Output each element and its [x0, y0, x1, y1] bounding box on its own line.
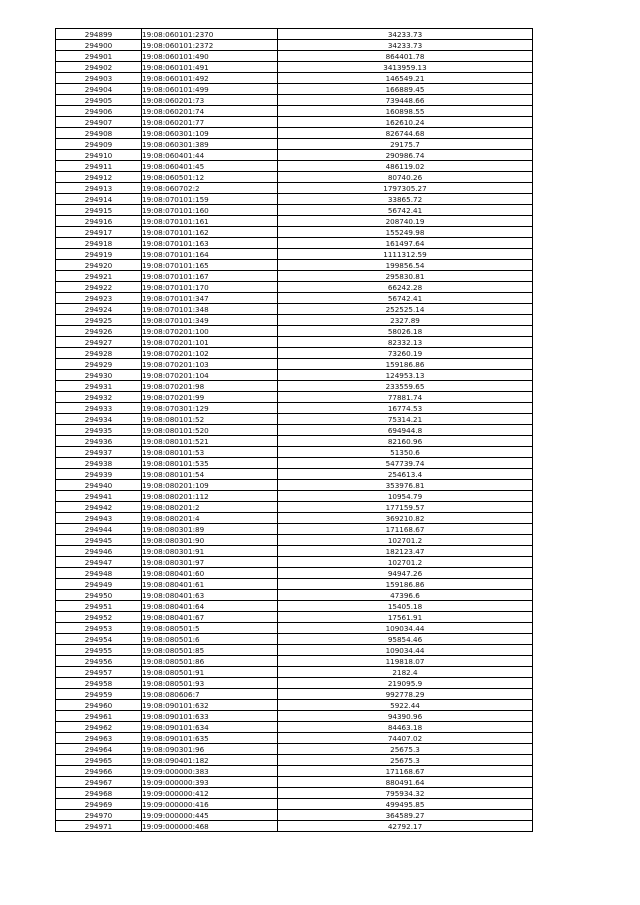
table-row	[56, 95, 533, 106]
cadastral-number-cell: 19:08:080101:535	[142, 458, 278, 469]
cadastral-number-cell: 19:08:080401:64	[142, 601, 278, 612]
row-number-cell: 294958	[56, 678, 142, 689]
value-cell: 159186.86	[278, 579, 533, 590]
row-number-cell: 294954	[56, 634, 142, 645]
data-table	[55, 28, 533, 832]
cadastral-number-cell: 19:08:060101:499	[142, 84, 278, 95]
row-number-cell: 294900	[56, 40, 142, 51]
row-number-cell: 294903	[56, 73, 142, 84]
row-number-cell: 294963	[56, 733, 142, 744]
table-row	[56, 337, 533, 348]
cadastral-number-cell: 19:09:000000:383	[142, 766, 278, 777]
row-number-cell: 294923	[56, 293, 142, 304]
row-number-cell: 294904	[56, 84, 142, 95]
row-number-cell: 294906	[56, 106, 142, 117]
cadastral-number-cell: 19:08:070101:163	[142, 238, 278, 249]
value-cell: 992778.29	[278, 689, 533, 700]
row-number-cell: 294965	[56, 755, 142, 766]
table-row	[56, 260, 533, 271]
table-row	[56, 447, 533, 458]
value-cell: 3413959.13	[278, 62, 533, 73]
row-number-cell: 294953	[56, 623, 142, 634]
table-row	[56, 755, 533, 766]
value-cell: 199856.54	[278, 260, 533, 271]
cadastral-number-cell: 19:08:070101:349	[142, 315, 278, 326]
value-cell: 102701.2	[278, 535, 533, 546]
table-row	[56, 194, 533, 205]
table-row	[56, 403, 533, 414]
table-row	[56, 612, 533, 623]
value-cell: 162610.24	[278, 117, 533, 128]
row-number-cell: 294921	[56, 271, 142, 282]
cadastral-number-cell: 19:08:070101:161	[142, 216, 278, 227]
table-row	[56, 139, 533, 150]
value-cell: 219095.9	[278, 678, 533, 689]
row-number-cell: 294918	[56, 238, 142, 249]
table-row	[56, 722, 533, 733]
row-number-cell: 294943	[56, 513, 142, 524]
cadastral-number-cell: 19:08:060301:389	[142, 139, 278, 150]
row-number-cell: 294947	[56, 557, 142, 568]
cadastral-number-cell: 19:08:080101:520	[142, 425, 278, 436]
cadastral-number-cell: 19:08:060101:490	[142, 51, 278, 62]
row-number-cell: 294917	[56, 227, 142, 238]
cadastral-number-cell: 19:08:060501:12	[142, 172, 278, 183]
value-cell: 119818.07	[278, 656, 533, 667]
table-row	[56, 656, 533, 667]
cadastral-number-cell: 19:08:090301:96	[142, 744, 278, 755]
table-row	[56, 29, 533, 40]
cadastral-number-cell: 19:08:080501:5	[142, 623, 278, 634]
cadastral-number-cell: 19:08:080201:4	[142, 513, 278, 524]
row-number-cell: 294970	[56, 810, 142, 821]
cadastral-number-cell: 19:09:000000:468	[142, 821, 278, 832]
value-cell: 161497.64	[278, 238, 533, 249]
value-cell: 2327.89	[278, 315, 533, 326]
cadastral-number-cell: 19:08:070201:98	[142, 381, 278, 392]
row-number-cell: 294952	[56, 612, 142, 623]
value-cell: 77881.74	[278, 392, 533, 403]
row-number-cell: 294939	[56, 469, 142, 480]
cadastral-number-cell: 19:08:070101:160	[142, 205, 278, 216]
row-number-cell: 294909	[56, 139, 142, 150]
row-number-cell: 294959	[56, 689, 142, 700]
cadastral-number-cell: 19:08:070201:104	[142, 370, 278, 381]
cadastral-number-cell: 19:08:060401:44	[142, 150, 278, 161]
cadastral-number-cell: 19:08:080101:53	[142, 447, 278, 458]
cadastral-number-cell: 19:08:080301:90	[142, 535, 278, 546]
value-cell: 34233.73	[278, 40, 533, 51]
table-row	[56, 183, 533, 194]
cadastral-number-cell: 19:08:080301:91	[142, 546, 278, 557]
value-cell: 364589.27	[278, 810, 533, 821]
table-row	[56, 634, 533, 645]
value-cell: 233559.65	[278, 381, 533, 392]
table-row	[56, 205, 533, 216]
cadastral-number-cell: 19:08:070201:102	[142, 348, 278, 359]
cadastral-number-cell: 19:08:080401:63	[142, 590, 278, 601]
value-cell: 1797305.27	[278, 183, 533, 194]
table-row	[56, 271, 533, 282]
cadastral-number-cell: 19:08:060401:45	[142, 161, 278, 172]
table-row	[56, 414, 533, 425]
value-cell: 171168.67	[278, 766, 533, 777]
row-number-cell: 294920	[56, 260, 142, 271]
value-cell: 33865.72	[278, 194, 533, 205]
value-cell: 17561.91	[278, 612, 533, 623]
row-number-cell: 294969	[56, 799, 142, 810]
value-cell: 34233.73	[278, 29, 533, 40]
cadastral-number-cell: 19:08:080501:86	[142, 656, 278, 667]
table-row	[56, 392, 533, 403]
row-number-cell: 294928	[56, 348, 142, 359]
table-row	[56, 590, 533, 601]
row-number-cell: 294960	[56, 700, 142, 711]
row-number-cell: 294949	[56, 579, 142, 590]
value-cell: 56742.41	[278, 293, 533, 304]
row-number-cell: 294935	[56, 425, 142, 436]
table-row	[56, 469, 533, 480]
value-cell: 29175.7	[278, 139, 533, 150]
cadastral-number-cell: 19:08:080606:7	[142, 689, 278, 700]
row-number-cell: 294902	[56, 62, 142, 73]
row-number-cell: 294916	[56, 216, 142, 227]
row-number-cell: 294936	[56, 436, 142, 447]
value-cell: 155249.98	[278, 227, 533, 238]
value-cell: 208740.19	[278, 216, 533, 227]
cadastral-number-cell: 19:08:070201:99	[142, 392, 278, 403]
cadastral-number-cell: 19:08:090101:632	[142, 700, 278, 711]
row-number-cell: 294962	[56, 722, 142, 733]
value-cell: 547739.74	[278, 458, 533, 469]
row-number-cell: 294948	[56, 568, 142, 579]
value-cell: 58026.18	[278, 326, 533, 337]
cadastral-number-cell: 19:08:060201:73	[142, 95, 278, 106]
table-row	[56, 436, 533, 447]
value-cell: 109034.44	[278, 623, 533, 634]
cadastral-number-cell: 19:08:060101:492	[142, 73, 278, 84]
row-number-cell: 294925	[56, 315, 142, 326]
cadastral-number-cell: 19:08:080101:52	[142, 414, 278, 425]
table-row	[56, 689, 533, 700]
cadastral-number-cell: 19:08:080401:61	[142, 579, 278, 590]
cadastral-number-cell: 19:08:080501:93	[142, 678, 278, 689]
value-cell: 499495.85	[278, 799, 533, 810]
cadastral-number-cell: 19:08:060101:2370	[142, 29, 278, 40]
table-row	[56, 810, 533, 821]
cadastral-number-cell: 19:08:070101:162	[142, 227, 278, 238]
value-cell: 25675.3	[278, 755, 533, 766]
row-number-cell: 294919	[56, 249, 142, 260]
cadastral-number-cell: 19:08:080301:89	[142, 524, 278, 535]
table-row	[56, 359, 533, 370]
row-number-cell: 294971	[56, 821, 142, 832]
table-row	[56, 788, 533, 799]
table-row	[56, 502, 533, 513]
data-table-body	[56, 29, 533, 832]
cadastral-number-cell: 19:09:000000:416	[142, 799, 278, 810]
row-number-cell: 294913	[56, 183, 142, 194]
table-row	[56, 216, 533, 227]
table-row	[56, 238, 533, 249]
table-row	[56, 821, 533, 832]
table-row	[56, 84, 533, 95]
table-row	[56, 799, 533, 810]
cadastral-number-cell: 19:08:090101:634	[142, 722, 278, 733]
value-cell: 95854.46	[278, 634, 533, 645]
row-number-cell: 294964	[56, 744, 142, 755]
value-cell: 10954.79	[278, 491, 533, 502]
value-cell: 369210.82	[278, 513, 533, 524]
value-cell: 94947.26	[278, 568, 533, 579]
value-cell: 880491.64	[278, 777, 533, 788]
value-cell: 864401.78	[278, 51, 533, 62]
cadastral-number-cell: 19:08:080201:112	[142, 491, 278, 502]
row-number-cell: 294901	[56, 51, 142, 62]
table-row	[56, 700, 533, 711]
value-cell: 73260.19	[278, 348, 533, 359]
table-row	[56, 579, 533, 590]
cadastral-number-cell: 19:08:070201:100	[142, 326, 278, 337]
cadastral-number-cell: 19:08:080101:54	[142, 469, 278, 480]
row-number-cell: 294938	[56, 458, 142, 469]
value-cell: 15405.18	[278, 601, 533, 612]
cadastral-number-cell: 19:08:080401:60	[142, 568, 278, 579]
table-row	[56, 777, 533, 788]
cadastral-number-cell: 19:08:070101:347	[142, 293, 278, 304]
row-number-cell: 294941	[56, 491, 142, 502]
row-number-cell: 294966	[56, 766, 142, 777]
row-number-cell: 294967	[56, 777, 142, 788]
value-cell: 66242.28	[278, 282, 533, 293]
row-number-cell: 294944	[56, 524, 142, 535]
table-row	[56, 623, 533, 634]
value-cell: 109034.44	[278, 645, 533, 656]
table-row	[56, 370, 533, 381]
row-number-cell: 294945	[56, 535, 142, 546]
cadastral-number-cell: 19:08:060101:491	[142, 62, 278, 73]
cadastral-number-cell: 19:09:000000:412	[142, 788, 278, 799]
row-number-cell: 294942	[56, 502, 142, 513]
row-number-cell: 294932	[56, 392, 142, 403]
value-cell: 252525.14	[278, 304, 533, 315]
row-number-cell: 294956	[56, 656, 142, 667]
table-row	[56, 766, 533, 777]
table-row	[56, 480, 533, 491]
cadastral-number-cell: 19:08:090401:182	[142, 755, 278, 766]
table-row	[56, 667, 533, 678]
table-row	[56, 117, 533, 128]
cadastral-number-cell: 19:09:000000:445	[142, 810, 278, 821]
value-cell: 171168.67	[278, 524, 533, 535]
cadastral-number-cell: 19:08:070301:129	[142, 403, 278, 414]
row-number-cell: 294951	[56, 601, 142, 612]
value-cell: 94390.96	[278, 711, 533, 722]
cadastral-number-cell: 19:08:070201:101	[142, 337, 278, 348]
value-cell: 42792.17	[278, 821, 533, 832]
row-number-cell: 294911	[56, 161, 142, 172]
value-cell: 5922.44	[278, 700, 533, 711]
value-cell: 486119.02	[278, 161, 533, 172]
row-number-cell: 294908	[56, 128, 142, 139]
cadastral-number-cell: 19:08:060201:74	[142, 106, 278, 117]
value-cell: 47396.6	[278, 590, 533, 601]
value-cell: 159186.86	[278, 359, 533, 370]
table-row	[56, 678, 533, 689]
row-number-cell: 294930	[56, 370, 142, 381]
row-number-cell: 294961	[56, 711, 142, 722]
table-row	[56, 458, 533, 469]
value-cell: 826744.68	[278, 128, 533, 139]
row-number-cell: 294899	[56, 29, 142, 40]
table-row	[56, 62, 533, 73]
table-row	[56, 73, 533, 84]
value-cell: 16774.53	[278, 403, 533, 414]
row-number-cell: 294924	[56, 304, 142, 315]
table-row	[56, 161, 533, 172]
table-row	[56, 491, 533, 502]
cadastral-number-cell: 19:08:080301:97	[142, 557, 278, 568]
cadastral-number-cell: 19:08:080401:67	[142, 612, 278, 623]
value-cell: 254613.4	[278, 469, 533, 480]
cadastral-number-cell: 19:08:090101:633	[142, 711, 278, 722]
value-cell: 56742.41	[278, 205, 533, 216]
cadastral-number-cell: 19:08:060702:2	[142, 183, 278, 194]
table-row	[56, 348, 533, 359]
table-row	[56, 645, 533, 656]
table-row	[56, 106, 533, 117]
value-cell: 74407.02	[278, 733, 533, 744]
cadastral-number-cell: 19:09:000000:393	[142, 777, 278, 788]
table-row	[56, 744, 533, 755]
value-cell: 84463.18	[278, 722, 533, 733]
table-row	[56, 546, 533, 557]
table-row	[56, 733, 533, 744]
value-cell: 795934.32	[278, 788, 533, 799]
table-row	[56, 40, 533, 51]
row-number-cell: 294940	[56, 480, 142, 491]
cadastral-number-cell: 19:08:070101:170	[142, 282, 278, 293]
table-row	[56, 227, 533, 238]
cadastral-number-cell: 19:08:080201:2	[142, 502, 278, 513]
table-row	[56, 425, 533, 436]
value-cell: 2182.4	[278, 667, 533, 678]
row-number-cell: 294937	[56, 447, 142, 458]
cadastral-number-cell: 19:08:070201:103	[142, 359, 278, 370]
row-number-cell: 294968	[56, 788, 142, 799]
table-row	[56, 326, 533, 337]
row-number-cell: 294946	[56, 546, 142, 557]
row-number-cell: 294934	[56, 414, 142, 425]
row-number-cell: 294927	[56, 337, 142, 348]
cadastral-number-cell: 19:08:070101:164	[142, 249, 278, 260]
table-row	[56, 524, 533, 535]
value-cell: 290986.74	[278, 150, 533, 161]
table-row	[56, 568, 533, 579]
cadastral-number-cell: 19:08:080501:91	[142, 667, 278, 678]
row-number-cell: 294929	[56, 359, 142, 370]
value-cell: 177159.57	[278, 502, 533, 513]
cadastral-number-cell: 19:08:060201:77	[142, 117, 278, 128]
row-number-cell: 294922	[56, 282, 142, 293]
row-number-cell: 294907	[56, 117, 142, 128]
cadastral-number-cell: 19:08:080201:109	[142, 480, 278, 491]
row-number-cell: 294955	[56, 645, 142, 656]
table-row	[56, 601, 533, 612]
value-cell: 1111312.59	[278, 249, 533, 260]
value-cell: 353976.81	[278, 480, 533, 491]
table-row	[56, 315, 533, 326]
value-cell: 739448.66	[278, 95, 533, 106]
value-cell: 82332.13	[278, 337, 533, 348]
cadastral-number-cell: 19:08:080501:6	[142, 634, 278, 645]
row-number-cell: 294914	[56, 194, 142, 205]
value-cell: 160898.55	[278, 106, 533, 117]
cadastral-number-cell: 19:08:070101:165	[142, 260, 278, 271]
value-cell: 166889.45	[278, 84, 533, 95]
table-row	[56, 172, 533, 183]
cadastral-number-cell: 19:08:080101:521	[142, 436, 278, 447]
cadastral-number-cell: 19:08:080501:85	[142, 645, 278, 656]
value-cell: 82160.96	[278, 436, 533, 447]
row-number-cell: 294905	[56, 95, 142, 106]
cadastral-number-cell: 19:08:090101:635	[142, 733, 278, 744]
table-row	[56, 51, 533, 62]
table-row	[56, 282, 533, 293]
table-row	[56, 711, 533, 722]
table-row	[56, 513, 533, 524]
table-row	[56, 150, 533, 161]
value-cell: 124953.13	[278, 370, 533, 381]
table-row	[56, 128, 533, 139]
row-number-cell: 294912	[56, 172, 142, 183]
table-row	[56, 293, 533, 304]
value-cell: 75314.21	[278, 414, 533, 425]
value-cell: 694944.8	[278, 425, 533, 436]
row-number-cell: 294957	[56, 667, 142, 678]
cadastral-number-cell: 19:08:070101:348	[142, 304, 278, 315]
value-cell: 102701.2	[278, 557, 533, 568]
value-cell: 182123.47	[278, 546, 533, 557]
table-row	[56, 381, 533, 392]
table-row	[56, 249, 533, 260]
table-row	[56, 304, 533, 315]
table-row	[56, 535, 533, 546]
value-cell: 51350.6	[278, 447, 533, 458]
value-cell: 25675.3	[278, 744, 533, 755]
value-cell: 146549.21	[278, 73, 533, 84]
cadastral-number-cell: 19:08:070101:167	[142, 271, 278, 282]
cadastral-number-cell: 19:08:070101:159	[142, 194, 278, 205]
row-number-cell: 294933	[56, 403, 142, 414]
row-number-cell: 294915	[56, 205, 142, 216]
value-cell: 295830.81	[278, 271, 533, 282]
table-row	[56, 557, 533, 568]
row-number-cell: 294910	[56, 150, 142, 161]
cadastral-number-cell: 19:08:060301:109	[142, 128, 278, 139]
row-number-cell: 294950	[56, 590, 142, 601]
row-number-cell: 294931	[56, 381, 142, 392]
row-number-cell: 294926	[56, 326, 142, 337]
cadastral-number-cell: 19:08:060101:2372	[142, 40, 278, 51]
value-cell: 80740.26	[278, 172, 533, 183]
